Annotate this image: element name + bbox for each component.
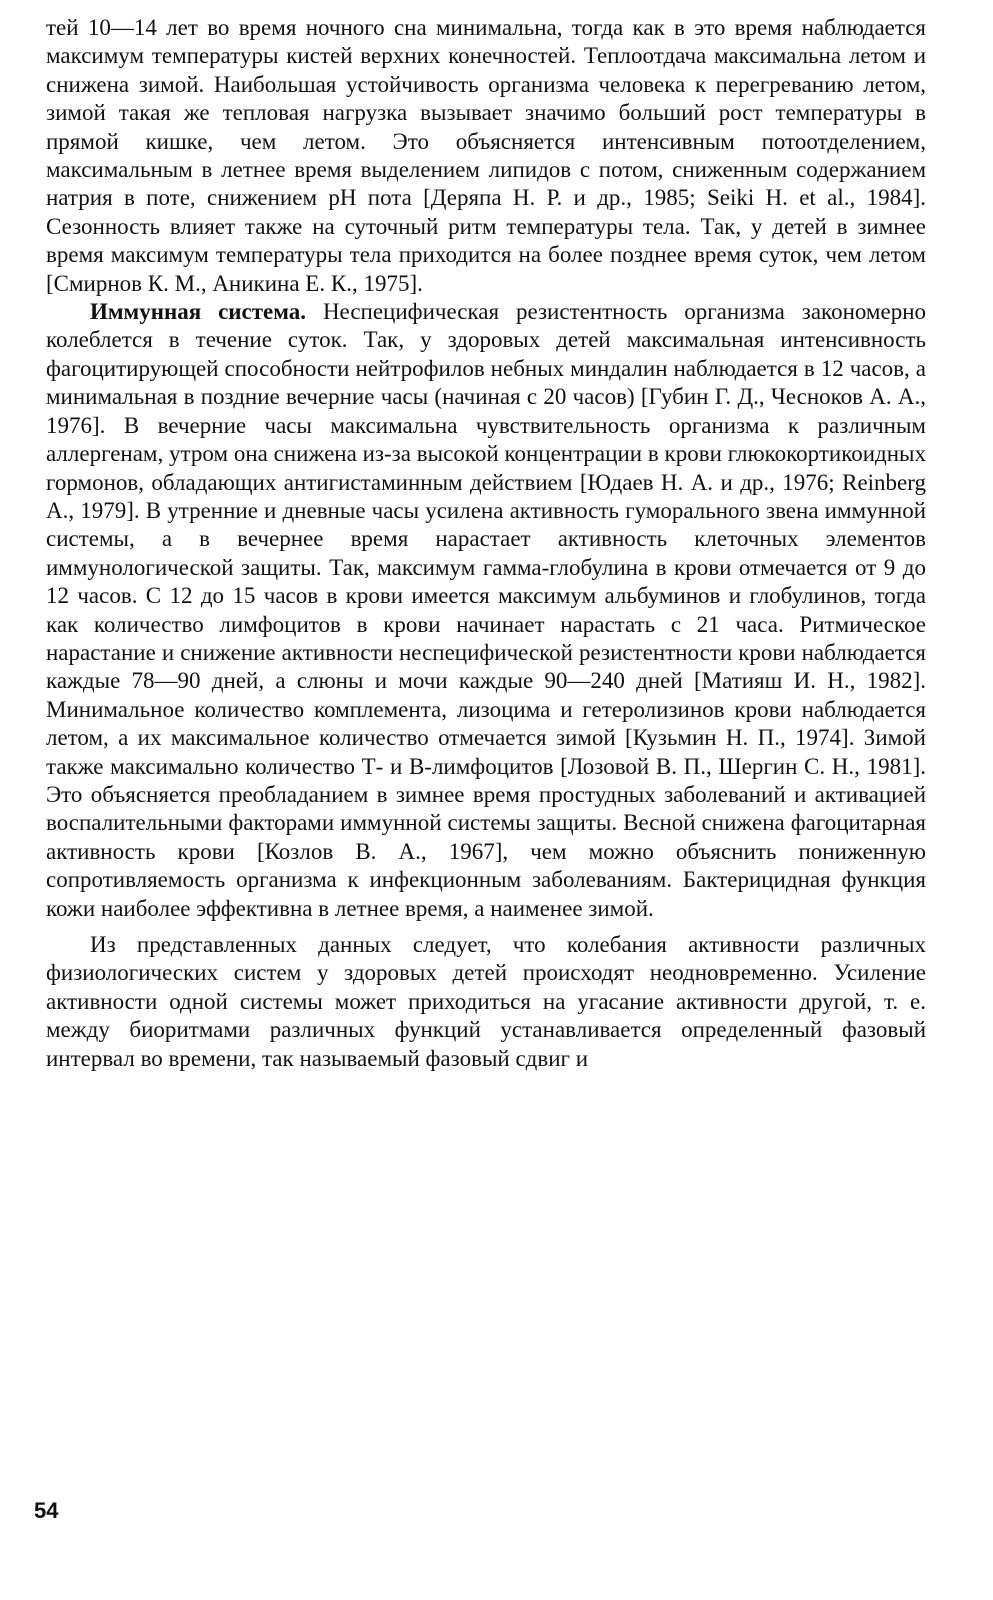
paragraph-text: Неспецифическая резистентность организма закономерно колеблется в течение суток. Так, у здоровых детей максимальная интенсивность фагоцитирующей способности нейтрофилов небных миндалин наблюдается в 12 часов, а минимальная в поздние вечерние часы (начиная с 20 часов) [Губин Г. Д., Чесноков А. А., 1976]. В вечерние часы максимальна чувствительность организма к различным аллергенам, утром она снижена из-за высокой концентрации в крови глюкокортикоидных гормонов, обладающих антигистаминным действием [Юдаев Н. А. и др., 1976; Reinberg A., 1979]. В утренние и дневные часы усилена активность гуморального звена иммунной системы, а в вечернее время нарастает активность клеточных элементов иммунологической защиты. Так, максимум гамма-глобулина в крови отмечается от 9 до 12 часов. С 12 до 15 часов в крови имеется максимум альбуминов и глобулинов, тогда как количество лимфоцитов в крови начинает нарастать с 21 часа. Ритмическое нарастание и снижение активности неспецифической резистентности крови наблюдается каждые 78—90 дней, а слюны и мочи каждые 90—240 дней [Матияш И. Н., 1982]. Минимальное количество комплемента, лизоцима и гетеролизинов крови наблюдается летом, а их максимальное количество отмечается зимой [Кузьмин Н. П., 1974]. Зимой также максимально количество Т- и В-лимфоцитов [Лозовой В. П., Шергин С. Н., 1981]. Это объясняется преобладанием в зимнее время простудных заболеваний и активацией воспалительными факторами иммунной системы защиты. Весной снижена фагоцитарная активность крови [Козлов В. А., 1967], чем можно объяснить пониженную сопротивляемость организма к инфекционным заболеваниям. Бактерицидная функция кожи наиболее эффективна в летнее время, а наименее зимой. bbox=[46, 299, 927, 921]
section-heading: Иммунная система. bbox=[90, 299, 307, 325]
paragraph-conclusion bbox=[46, 931, 926, 1073]
paragraph-text: Из представленных данных следует, что колебания активности различных физиологических систем у здоровых детей происходят неодновременно. Усиление активности одной системы может приходиться на угасание активности другой, т. е. между биоритмами различных функций устанавливается определенный фазовый интервал во времени, так называемый фазовый сдвиг и bbox=[46, 932, 926, 1071]
paragraph-text: тей 10—14 лет во время ночного сна минимальна, тогда как в это время наблюдается максимум температуры кистей верхних конечностей. Теплоотдача максимальна летом и снижена зимой. Наибольшая устойчивость организма человека к перегреванию летом, зимой такая же тепловая нагрузка вызывает значимо больший рост температуры в прямой кишке, чем летом. Это объясняется интенсивным потоотделением, максимальным в летнее время выделением липидов с потом, сниженным содержанием натрия в поте, снижением pH пота [Деряпа Н. Р. и др., 1985; Seiki H. et al., 1984]. Сезонность влияет также на суточный ритм температуры тела. Так, у детей в зимнее время максимум температуры тела приходится на более позднее время суток, чем летом [Смирнов К. М., Аникина Е. К., 1975]. bbox=[46, 15, 926, 296]
paragraph-thermoregulation bbox=[46, 14, 926, 298]
paragraph-immune-system bbox=[46, 298, 926, 923]
page-text-body bbox=[46, 14, 926, 1073]
page-number: 54 bbox=[34, 1498, 59, 1523]
